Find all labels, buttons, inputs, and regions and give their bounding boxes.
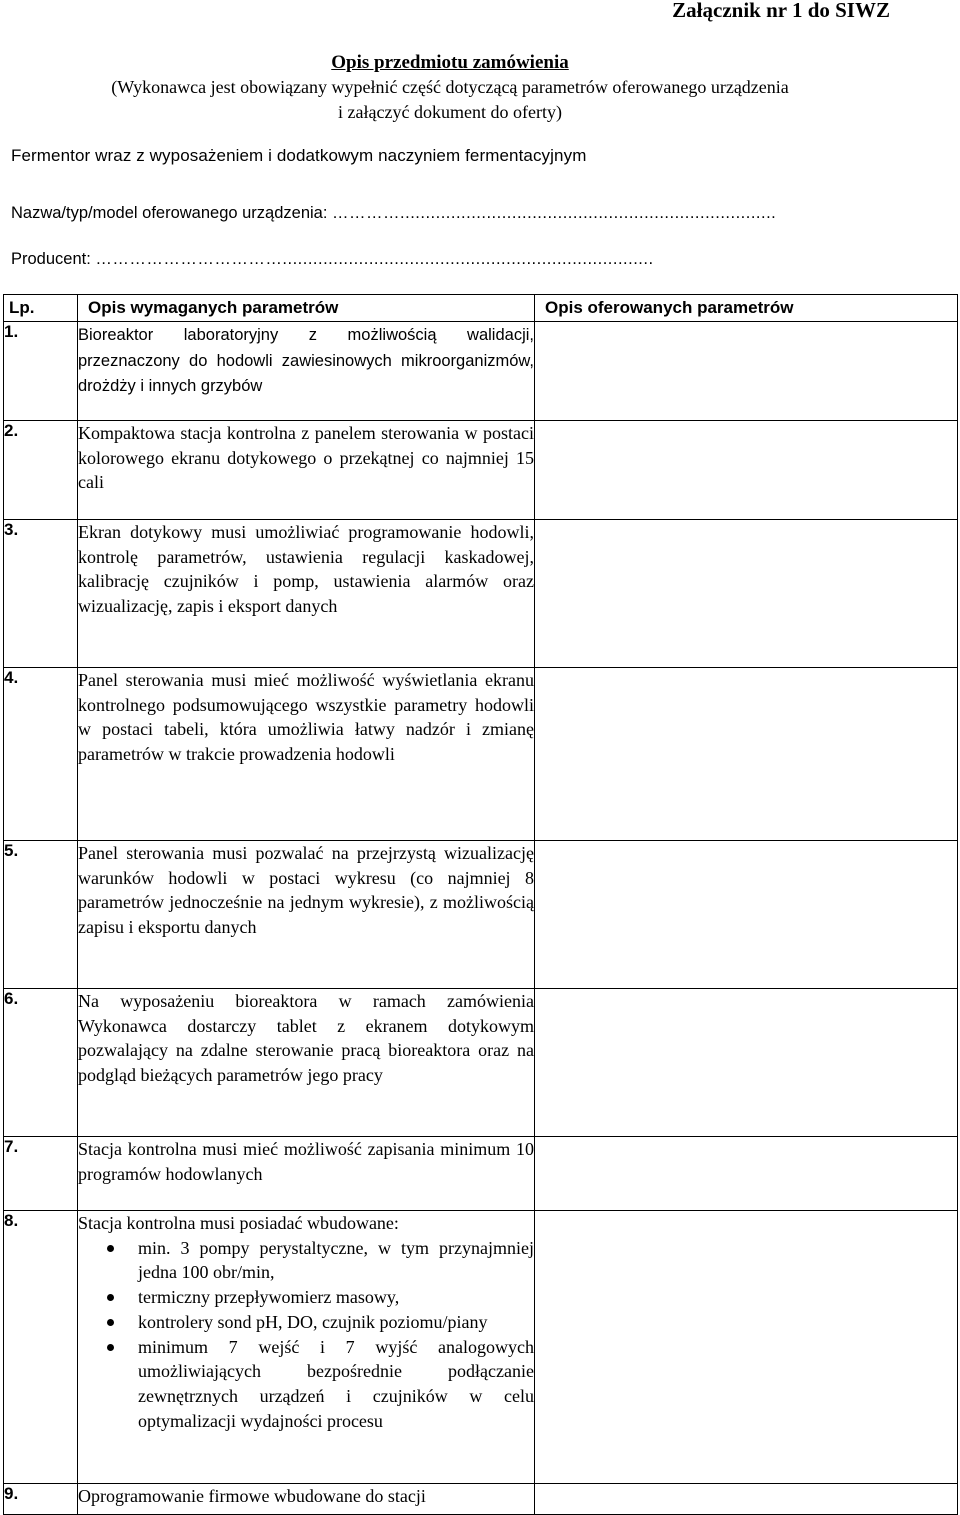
row-description: Na wyposażeniu bioreaktora w ramach zamówienia Wykonawca dostarczy tablet z ekranem dotykowym pozwalający na zdalne sterowanie pracą bioreaktora oraz na podgląd bieżących parametrów jego pracy <box>78 989 535 1137</box>
header-offered: Opis oferowanych parametrów <box>535 295 958 322</box>
row-number: 1. <box>4 322 78 421</box>
row-number: 3. <box>4 520 78 668</box>
row-number: 8. <box>4 1211 78 1484</box>
equipment-bullet-list <box>78 1236 534 1434</box>
document-title: Opis przedmiotu zamówienia <box>331 52 569 73</box>
list-item: termiczny przepływomierz masowy, <box>138 1285 534 1310</box>
list-item: minimum 7 wejść i 7 wyjść analogowych umożliwiających bezpośrednie podłączanie zewnętrznych urządzeń i czujników w celu optymalizacji wydajności procesu <box>138 1335 534 1434</box>
subject-line: Fermentor wraz z wyposażeniem i dodatkowym naczyniem fermentacyjnym <box>11 146 587 165</box>
row-description <box>78 1211 535 1484</box>
row-description: Panel sterowania musi pozwalać na przejrzystą wizualizację warunków hodowli w postaci wykresu (co najmniej 8 parametrów jednocześnie na jednym wykresie), z możliwością zapisu i eksportu danych <box>78 841 535 989</box>
table-row <box>4 322 958 421</box>
table-header-row <box>4 295 958 322</box>
table-row <box>4 989 958 1137</box>
row-number: 2. <box>4 421 78 520</box>
offered-cell[interactable] <box>535 421 958 520</box>
table-row <box>4 520 958 668</box>
table-row <box>4 1484 958 1515</box>
row-number: 7. <box>4 1137 78 1211</box>
row-description: Panel sterowania musi mieć możliwość wyświetlania ekranu kontrolnego podsumowującego wszystkie parametry hodowli w postaci tabeli, która umożliwia łatwy nadzór i zmianę parametrów w trakcie prowadzenia hodowli <box>78 668 535 841</box>
annex-label: Załącznik nr 1 do SIWZ <box>672 0 890 22</box>
model-value: ………….......................................................................... <box>332 204 777 222</box>
producer-value: ……………………………......................................................................... <box>95 250 654 268</box>
row-description-intro: Stacja kontrolna musi posiadać wbudowane: <box>78 1213 399 1233</box>
table-row <box>4 1211 958 1484</box>
subtitle-line-1: (Wykonawca jest obowiązany wypełnić część dotyczącą parametrów oferowanego urządzenia <box>111 77 789 97</box>
title-block <box>0 50 900 125</box>
offered-cell[interactable] <box>535 1484 958 1515</box>
row-description: Ekran dotykowy musi umożliwiać programowanie hodowli, kontrolę parametrów, ustawienia regulacji kaskadowej, kalibrację czujników i pomp, ustawienia alarmów oraz wizualizację, zapis i eksport danych <box>78 520 535 668</box>
table-row <box>4 668 958 841</box>
row-description-text: Bioreaktor laboratoryjny z możliwością walidacji, przeznaczony do hodowli zawiesinowych mikroorganizmów, drożdży i innych grzybów <box>78 326 534 396</box>
header-required: Opis wymaganych parametrów <box>78 295 535 322</box>
row-description <box>78 322 535 421</box>
offered-cell[interactable] <box>535 520 958 668</box>
table-row <box>4 841 958 989</box>
model-label: Nazwa/typ/model oferowanego urządzenia: <box>11 204 328 222</box>
producer-label: Producent: <box>11 250 91 268</box>
table-row <box>4 1137 958 1211</box>
offered-cell[interactable] <box>535 1137 958 1211</box>
row-description: Kompaktowa stacja kontrolna z panelem sterowania w postaci kolorowego ekranu dotykowego o przekątnej co najmniej 15 cali <box>78 421 535 520</box>
subtitle-line-2: i załączyć dokument do oferty) <box>338 102 562 122</box>
model-field <box>11 204 776 223</box>
row-description: Stacja kontrolna musi mieć możliwość zapisania minimum 10 programów hodowlanych <box>78 1137 535 1211</box>
offered-cell[interactable] <box>535 322 958 421</box>
offered-cell[interactable] <box>535 1211 958 1484</box>
row-description: Oprogramowanie firmowe wbudowane do stacji <box>78 1484 535 1515</box>
list-item: min. 3 pompy perystaltyczne, w tym przynajmniej jedna 100 obr/min, <box>138 1236 534 1285</box>
row-number: 4. <box>4 668 78 841</box>
producer-field <box>11 250 654 269</box>
table-row <box>4 421 958 520</box>
offered-cell[interactable] <box>535 989 958 1137</box>
header-lp: Lp. <box>4 295 78 322</box>
row-number: 5. <box>4 841 78 989</box>
offered-cell[interactable] <box>535 841 958 989</box>
parameters-table <box>3 294 958 1515</box>
list-item: kontrolery sond pH, DO, czujnik poziomu/piany <box>138 1310 534 1335</box>
row-number: 6. <box>4 989 78 1137</box>
row-number: 9. <box>4 1484 78 1515</box>
offered-cell[interactable] <box>535 668 958 841</box>
